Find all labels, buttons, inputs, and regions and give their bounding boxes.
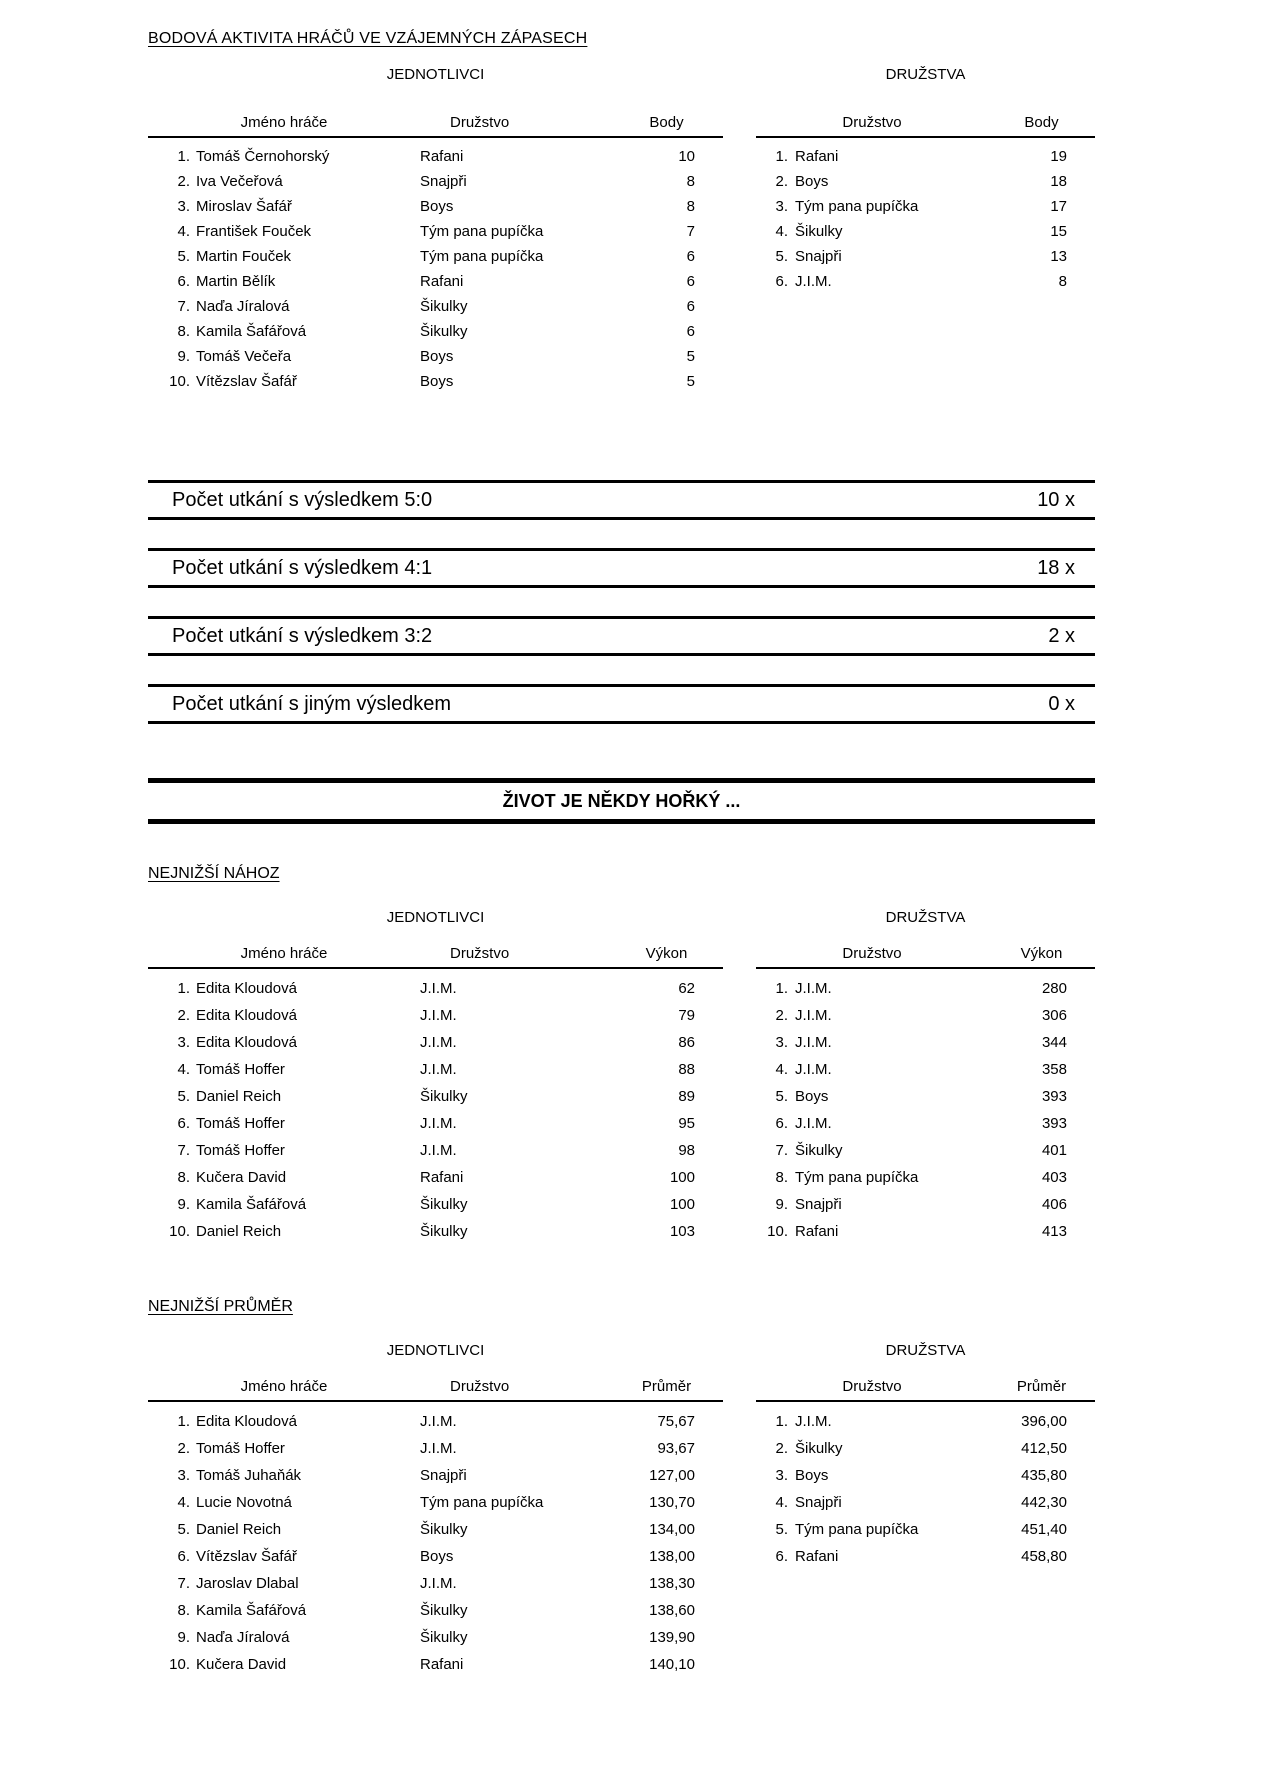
row-value: 6 [686,298,695,315]
table-header [148,1378,723,1402]
table-header [756,1378,1095,1402]
row-value: 7 [686,223,695,240]
row-team-name: Šikulky [420,1521,468,1538]
row-value: 93,67 [657,1440,695,1457]
table-header [756,945,1095,969]
row-team-name: Rafani [420,1656,464,1673]
table-row [148,319,723,344]
row-player-name: Tomáš Hoffer [196,1061,285,1078]
summary-bar-label: Počet utkání s výsledkem 5:0 [172,488,433,511]
row-value: 13 [1050,248,1067,265]
row-value: 451,40 [1021,1521,1067,1538]
row-team-name: Boys [420,348,454,365]
row-value: 344 [1041,1034,1067,1051]
row-rank: 2. [177,173,190,190]
column-header-team: Družstvo [842,1378,902,1395]
row-value: 100 [669,1196,695,1213]
summary-bar-label: Počet utkání s jiným výsledkem [172,692,451,715]
row-rank: 6. [775,1548,788,1565]
table-row [756,1110,1095,1137]
row-team-name: Šikulky [420,1196,468,1213]
summary-bar [148,616,1095,656]
row-rank: 10. [169,1223,190,1240]
row-team-name: J.I.M. [795,273,832,290]
row-rank: 7. [177,298,190,315]
banner-text: ŽIVOT JE NĚKDY HOŘKÝ ... [502,790,741,811]
row-rank: 2. [775,1440,788,1457]
row-player-name: Daniel Reich [196,1223,282,1240]
row-player-name: Vítězslav Šafář [196,1548,297,1565]
row-team-name: J.I.M. [420,1007,457,1024]
row-value: 280 [1041,980,1067,997]
row-team-name: J.I.M. [420,1575,457,1592]
row-player-name: Daniel Reich [196,1088,282,1105]
row-value: 435,80 [1021,1467,1067,1484]
row-value: 8 [1058,273,1067,290]
table-row [756,1462,1095,1489]
row-value: 412,50 [1021,1440,1067,1457]
table-row [148,1002,723,1029]
row-rank: 4. [775,1061,788,1078]
row-rank: 10. [169,373,190,390]
row-rank: 9. [177,1629,190,1646]
row-rank: 2. [177,1440,190,1457]
row-value: 17 [1050,198,1067,215]
row-team-name: Boys [795,173,829,190]
row-value: 6 [686,248,695,265]
row-value: 10 [678,148,695,165]
row-rank: 4. [775,223,788,240]
row-rank: 1. [177,148,190,165]
row-player-name: Edita Kloudová [196,1034,297,1051]
row-rank: 6. [775,273,788,290]
row-player-name: Miroslav Šafář [196,198,292,215]
row-player-name: Lucie Novotná [196,1494,292,1511]
row-team-name: Tým pana pupíčka [420,248,544,265]
row-player-name: Vítězslav Šafář [196,373,297,390]
row-team-name: Šikulky [420,1602,468,1619]
row-rank: 7. [775,1142,788,1159]
row-team-name: Boys [420,1548,454,1565]
summary-bar-value: 2 x [1048,624,1075,647]
table-row [148,294,723,319]
points-activity-tables [148,66,1095,394]
row-value: 138,30 [649,1575,695,1592]
row-player-name: Edita Kloudová [196,1007,297,1024]
row-value: 18 [1050,173,1067,190]
row-team-name: Šikulky [795,1142,843,1159]
row-player-name: Kučera David [196,1169,287,1186]
column-header-value: Průměr [1016,1378,1067,1395]
row-player-name: Jaroslav Dlabal [196,1575,299,1592]
row-value: 19 [1050,148,1067,165]
row-value: 442,30 [1021,1494,1067,1511]
row-rank: 6. [775,1115,788,1132]
row-team-name: Šikulky [420,298,468,315]
row-team-name: Boys [795,1088,829,1105]
row-player-name: Kamila Šafářová [196,1196,307,1213]
row-team-name: Snajpři [795,248,842,265]
individuals-heading: JEDNOTLIVCI [386,1342,485,1359]
row-value: 98 [678,1142,695,1159]
individuals-heading: JEDNOTLIVCI [386,66,485,83]
row-player-name: Naďa Jíralová [196,298,290,315]
summary-bar-label: Počet utkání s výsledkem 3:2 [172,624,433,647]
row-rank: 3. [177,198,190,215]
table-row [756,1218,1095,1245]
row-team-name: J.I.M. [420,1061,457,1078]
row-rank: 1. [775,148,788,165]
row-value: 306 [1041,1007,1067,1024]
row-value: 458,80 [1021,1548,1067,1565]
row-player-name: Tomáš Večeřa [196,348,292,365]
row-team-name: Snajpři [795,1196,842,1213]
table-row [756,975,1095,1002]
row-team-name: Rafani [420,1169,464,1186]
row-value: 5 [686,373,695,390]
row-team-name: J.I.M. [420,1115,457,1132]
row-rank: 1. [177,980,190,997]
table-row [148,1489,723,1516]
row-team-name: Snajpři [420,1467,467,1484]
row-team-name: Tým pana pupíčka [795,1169,919,1186]
row-value: 138,00 [649,1548,695,1565]
column-header-team: Družstvo [450,114,510,131]
row-value: 358 [1041,1061,1067,1078]
row-rank: 6. [177,1548,190,1565]
row-rank: 3. [177,1034,190,1051]
row-rank: 6. [177,273,190,290]
row-value: 393 [1041,1115,1067,1132]
row-rank: 5. [177,248,190,265]
row-rank: 8. [177,323,190,340]
lowest-average-individuals-table [148,1342,723,1678]
table-row [756,1191,1095,1218]
row-rank: 5. [177,1521,190,1538]
row-rank: 4. [177,223,190,240]
row-team-name: J.I.M. [420,980,457,997]
row-team-name: J.I.M. [795,980,832,997]
row-rank: 1. [177,1413,190,1430]
column-header-value: Průměr [641,1378,692,1395]
teams-heading: DRUŽSTVA [885,909,966,926]
column-header-value: Body [1024,114,1059,131]
row-rank: 8. [177,1169,190,1186]
table-row [148,1218,723,1245]
row-value: 393 [1041,1088,1067,1105]
row-rank: 9. [177,1196,190,1213]
column-header-player: Jméno hráče [240,1378,328,1395]
row-rank: 8. [177,1602,190,1619]
summary-bar-value: 10 x [1037,488,1075,511]
summary-bar [148,480,1095,520]
table-row [756,1083,1095,1110]
row-player-name: Daniel Reich [196,1521,282,1538]
row-team-name: Šikulky [795,223,843,240]
row-value: 103 [669,1223,695,1240]
table-row [756,1137,1095,1164]
row-team-name: J.I.M. [795,1034,832,1051]
table-row [148,1083,723,1110]
row-rank: 4. [775,1494,788,1511]
row-team-name: Snajpři [795,1494,842,1511]
lowest-throw-tables [148,909,1095,1245]
row-rank: 5. [775,1521,788,1538]
column-header-team: Družstvo [842,945,902,962]
row-team-name: Šikulky [420,323,468,340]
table-row [148,1597,723,1624]
table-row [756,194,1095,219]
row-value: 8 [686,173,695,190]
row-team-name: J.I.M. [420,1413,457,1430]
table-body [756,144,1095,294]
row-team-name: Šikulky [420,1223,468,1240]
teams-heading: DRUŽSTVA [885,66,966,83]
table-row [148,1543,723,1570]
row-rank: 5. [775,1088,788,1105]
row-value: 403 [1041,1169,1067,1186]
row-value: 95 [678,1115,695,1132]
table-row [148,144,723,169]
row-team-name: J.I.M. [420,1440,457,1457]
table-row [756,1164,1095,1191]
row-team-name: J.I.M. [795,1115,832,1132]
row-team-name: Rafani [795,148,839,165]
row-value: 8 [686,198,695,215]
section-banner [148,778,1095,824]
headline-lowest-average: NEJNIŽŠÍ PRŮMĚR [148,1298,293,1315]
row-rank: 2. [177,1007,190,1024]
table-row [756,1002,1095,1029]
table-row [756,1029,1095,1056]
table-body [148,975,723,1245]
table-row [148,244,723,269]
row-rank: 8. [775,1169,788,1186]
row-team-name: J.I.M. [795,1061,832,1078]
summary-bar-value: 18 x [1037,556,1075,579]
row-value: 406 [1041,1196,1067,1213]
row-rank: 4. [177,1494,190,1511]
row-rank: 7. [177,1575,190,1592]
row-player-name: Martin Fouček [196,248,292,265]
row-value: 6 [686,323,695,340]
row-value: 86 [678,1034,695,1051]
row-player-name: Tomáš Hoffer [196,1142,285,1159]
row-rank: 1. [775,980,788,997]
column-header-value: Výkon [645,945,688,962]
row-player-name: Naďa Jíralová [196,1629,290,1646]
row-value: 401 [1041,1142,1067,1159]
table-row [148,344,723,369]
row-player-name: Kamila Šafářová [196,323,307,340]
table-row [148,1191,723,1218]
table-row [148,1408,723,1435]
table-row [756,244,1095,269]
summary-bar [148,684,1095,724]
row-team-name: Boys [420,373,454,390]
row-player-name: Iva Večeřová [196,173,283,190]
row-rank: 9. [775,1196,788,1213]
row-team-name: Šikulky [420,1629,468,1646]
row-player-name: Tomáš Hoffer [196,1440,285,1457]
table-row [148,1164,723,1191]
table-body [756,975,1095,1245]
row-rank: 10. [767,1223,788,1240]
table-row [756,219,1095,244]
table-row [756,1489,1095,1516]
table-row [148,1462,723,1489]
row-team-name: Snajpři [420,173,467,190]
table-row [148,219,723,244]
summary-bar-value: 0 x [1048,692,1075,715]
column-header-value: Výkon [1020,945,1063,962]
table-row [756,1516,1095,1543]
row-team-name: Tým pana pupíčka [420,1494,544,1511]
row-value: 62 [678,980,695,997]
column-header-team: Družstvo [842,114,902,131]
row-player-name: Kamila Šafářová [196,1602,307,1619]
row-rank: 10. [169,1656,190,1673]
row-value: 100 [669,1169,695,1186]
row-team-name: Rafani [420,148,464,165]
row-rank: 6. [177,1115,190,1132]
teams-heading: DRUŽSTVA [885,1342,966,1359]
row-rank: 3. [775,1034,788,1051]
row-team-name: Šikulky [795,1440,843,1457]
row-value: 138,60 [649,1602,695,1619]
row-team-name: Rafani [795,1548,839,1565]
table-row [148,194,723,219]
points-individuals-table [148,66,723,394]
row-value: 140,10 [649,1656,695,1673]
row-rank: 1. [775,1413,788,1430]
row-team-name: Šikulky [420,1088,468,1105]
row-team-name: Tým pana pupíčka [795,198,919,215]
summary-bar [148,548,1095,588]
column-header-player: Jméno hráče [240,114,328,131]
table-header [756,114,1095,138]
row-player-name: Kučera David [196,1656,287,1673]
table-row [148,1110,723,1137]
row-value: 79 [678,1007,695,1024]
row-value: 88 [678,1061,695,1078]
row-rank: 5. [775,248,788,265]
row-value: 130,70 [649,1494,695,1511]
table-row [756,1435,1095,1462]
table-row [756,1543,1095,1570]
row-team-name: Boys [795,1467,829,1484]
table-body [148,144,723,394]
table-row [148,975,723,1002]
table-row [148,1570,723,1597]
table-row [756,1408,1095,1435]
table-row [756,269,1095,294]
table-body [148,1408,723,1678]
table-header [148,945,723,969]
table-header [148,114,723,138]
column-header-player: Jméno hráče [240,945,328,962]
table-row [756,144,1095,169]
row-rank: 3. [177,1467,190,1484]
row-value: 134,00 [649,1521,695,1538]
table-row [148,1137,723,1164]
row-rank: 3. [775,198,788,215]
table-row [148,1435,723,1462]
summary-bars [148,480,1095,724]
summary-bar-label: Počet utkání s výsledkem 4:1 [172,556,433,579]
table-body [756,1408,1095,1570]
row-team-name: J.I.M. [795,1413,832,1430]
row-value: 396,00 [1021,1413,1067,1430]
table-row [756,169,1095,194]
column-header-team: Družstvo [450,1378,510,1395]
row-value: 413 [1041,1223,1067,1240]
table-row [756,1056,1095,1083]
table-row [148,369,723,394]
points-teams-table [756,66,1095,294]
row-team-name: J.I.M. [420,1142,457,1159]
row-player-name: Tomáš Černohorský [196,148,330,165]
row-player-name: Edita Kloudová [196,980,297,997]
individuals-heading: JEDNOTLIVCI [386,909,485,926]
row-team-name: J.I.M. [420,1034,457,1051]
row-team-name: Tým pana pupíčka [420,223,544,240]
row-value: 139,90 [649,1629,695,1646]
row-rank: 2. [775,173,788,190]
row-rank: 4. [177,1061,190,1078]
row-rank: 2. [775,1007,788,1024]
row-rank: 9. [177,348,190,365]
lowest-average-tables [148,1342,1095,1678]
row-team-name: J.I.M. [795,1007,832,1024]
table-row [148,1516,723,1543]
row-player-name: František Fouček [196,223,312,240]
row-value: 6 [686,273,695,290]
row-team-name: Tým pana pupíčka [795,1521,919,1538]
row-value: 89 [678,1088,695,1105]
headline-lowest-throw: NEJNIŽŠÍ NÁHOZ [148,865,280,882]
row-player-name: Tomáš Hoffer [196,1115,285,1132]
table-row [148,269,723,294]
row-player-name: Martin Bělík [196,273,276,290]
row-value: 5 [686,348,695,365]
row-team-name: Boys [420,198,454,215]
lowest-throw-individuals-table [148,909,723,1245]
row-rank: 7. [177,1142,190,1159]
column-header-team: Družstvo [450,945,510,962]
row-value: 127,00 [649,1467,695,1484]
column-header-value: Body [649,114,684,131]
page-title: BODOVÁ AKTIVITA HRÁČŮ VE VZÁJEMNÝCH ZÁPASECH [148,30,588,47]
lowest-throw-teams-table [756,909,1095,1245]
row-value: 75,67 [657,1413,695,1430]
table-row [148,1651,723,1678]
row-team-name: Rafani [795,1223,839,1240]
row-rank: 5. [177,1088,190,1105]
row-player-name: Edita Kloudová [196,1413,297,1430]
table-row [148,1624,723,1651]
table-row [148,169,723,194]
lowest-average-teams-table [756,1342,1095,1570]
table-row [148,1056,723,1083]
row-team-name: Rafani [420,273,464,290]
row-player-name: Tomáš Juhaňák [196,1467,302,1484]
row-value: 15 [1050,223,1067,240]
table-row [148,1029,723,1056]
row-rank: 3. [775,1467,788,1484]
